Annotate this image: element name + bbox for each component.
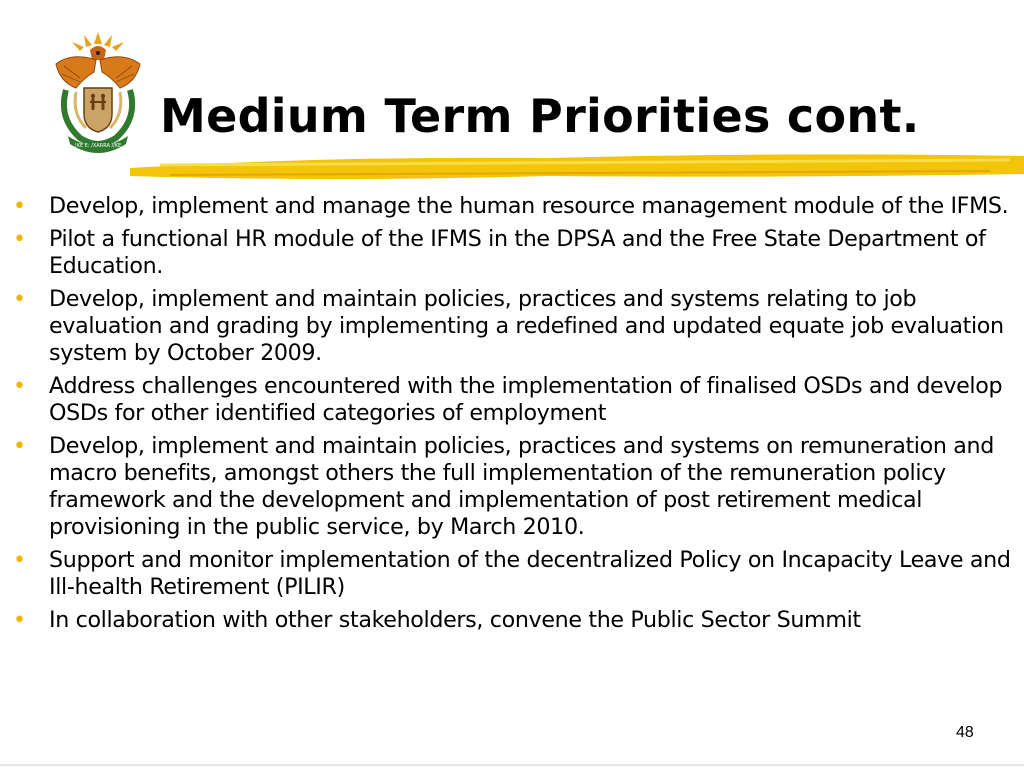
bullet-mark: • bbox=[13, 434, 26, 459]
bullet-list bbox=[0, 193, 1024, 640]
bullet-mark: • bbox=[13, 374, 26, 399]
bullet-text: Develop, implement and maintain policies, practices and systems on remuneration and macro benefits, amongst others the full implementation of the remuneration policy framework and the development and implementation of post retirement medical provisioning in the public service, by March 2010. bbox=[49, 433, 994, 540]
bullet-text: Address challenges encountered with the implementation of finalised OSDs and develop OSDs for other identified categories of employment bbox=[49, 373, 1003, 426]
coat-of-arms-motto: !KE E: /XARRA //KE bbox=[74, 143, 122, 149]
bullet-text: Support and monitor implementation of the decentralized Policy on Incapacity Leave and Ill-health Retirement (PILIR) bbox=[49, 547, 1011, 600]
bullet-text: Pilot a functional HR module of the IFMS in the DPSA and the Free State Department of Education. bbox=[49, 226, 986, 279]
bullet-item bbox=[0, 226, 1024, 280]
bullet-item bbox=[0, 433, 1024, 541]
bottom-divider bbox=[0, 764, 1024, 766]
bullet-text: Develop, implement and manage the human resource management module of the IFMS. bbox=[49, 193, 1009, 219]
bullet-mark: • bbox=[13, 194, 26, 219]
bullet-mark: • bbox=[13, 287, 26, 312]
bullet-item bbox=[0, 193, 1024, 220]
bullet-text: Develop, implement and maintain policies, practices and systems relating to job evaluation and grading by implementing a redefined and updated equate job evaluation system by October 2009. bbox=[49, 286, 1004, 366]
coat-of-arms-icon bbox=[50, 30, 146, 155]
title-underline-swoosh bbox=[130, 148, 1024, 188]
bullet-item bbox=[0, 373, 1024, 427]
bullet-mark: • bbox=[13, 548, 26, 573]
slide-title: Medium Term Priorities cont. bbox=[160, 89, 920, 143]
page-number: 48 bbox=[956, 724, 974, 741]
bullet-mark: • bbox=[13, 608, 26, 633]
bullet-item bbox=[0, 547, 1024, 601]
bullet-item bbox=[0, 607, 1024, 634]
bullet-text: In collaboration with other stakeholders, convene the Public Sector Summit bbox=[49, 607, 861, 633]
bullet-item bbox=[0, 286, 1024, 367]
bullet-mark: • bbox=[13, 227, 26, 252]
